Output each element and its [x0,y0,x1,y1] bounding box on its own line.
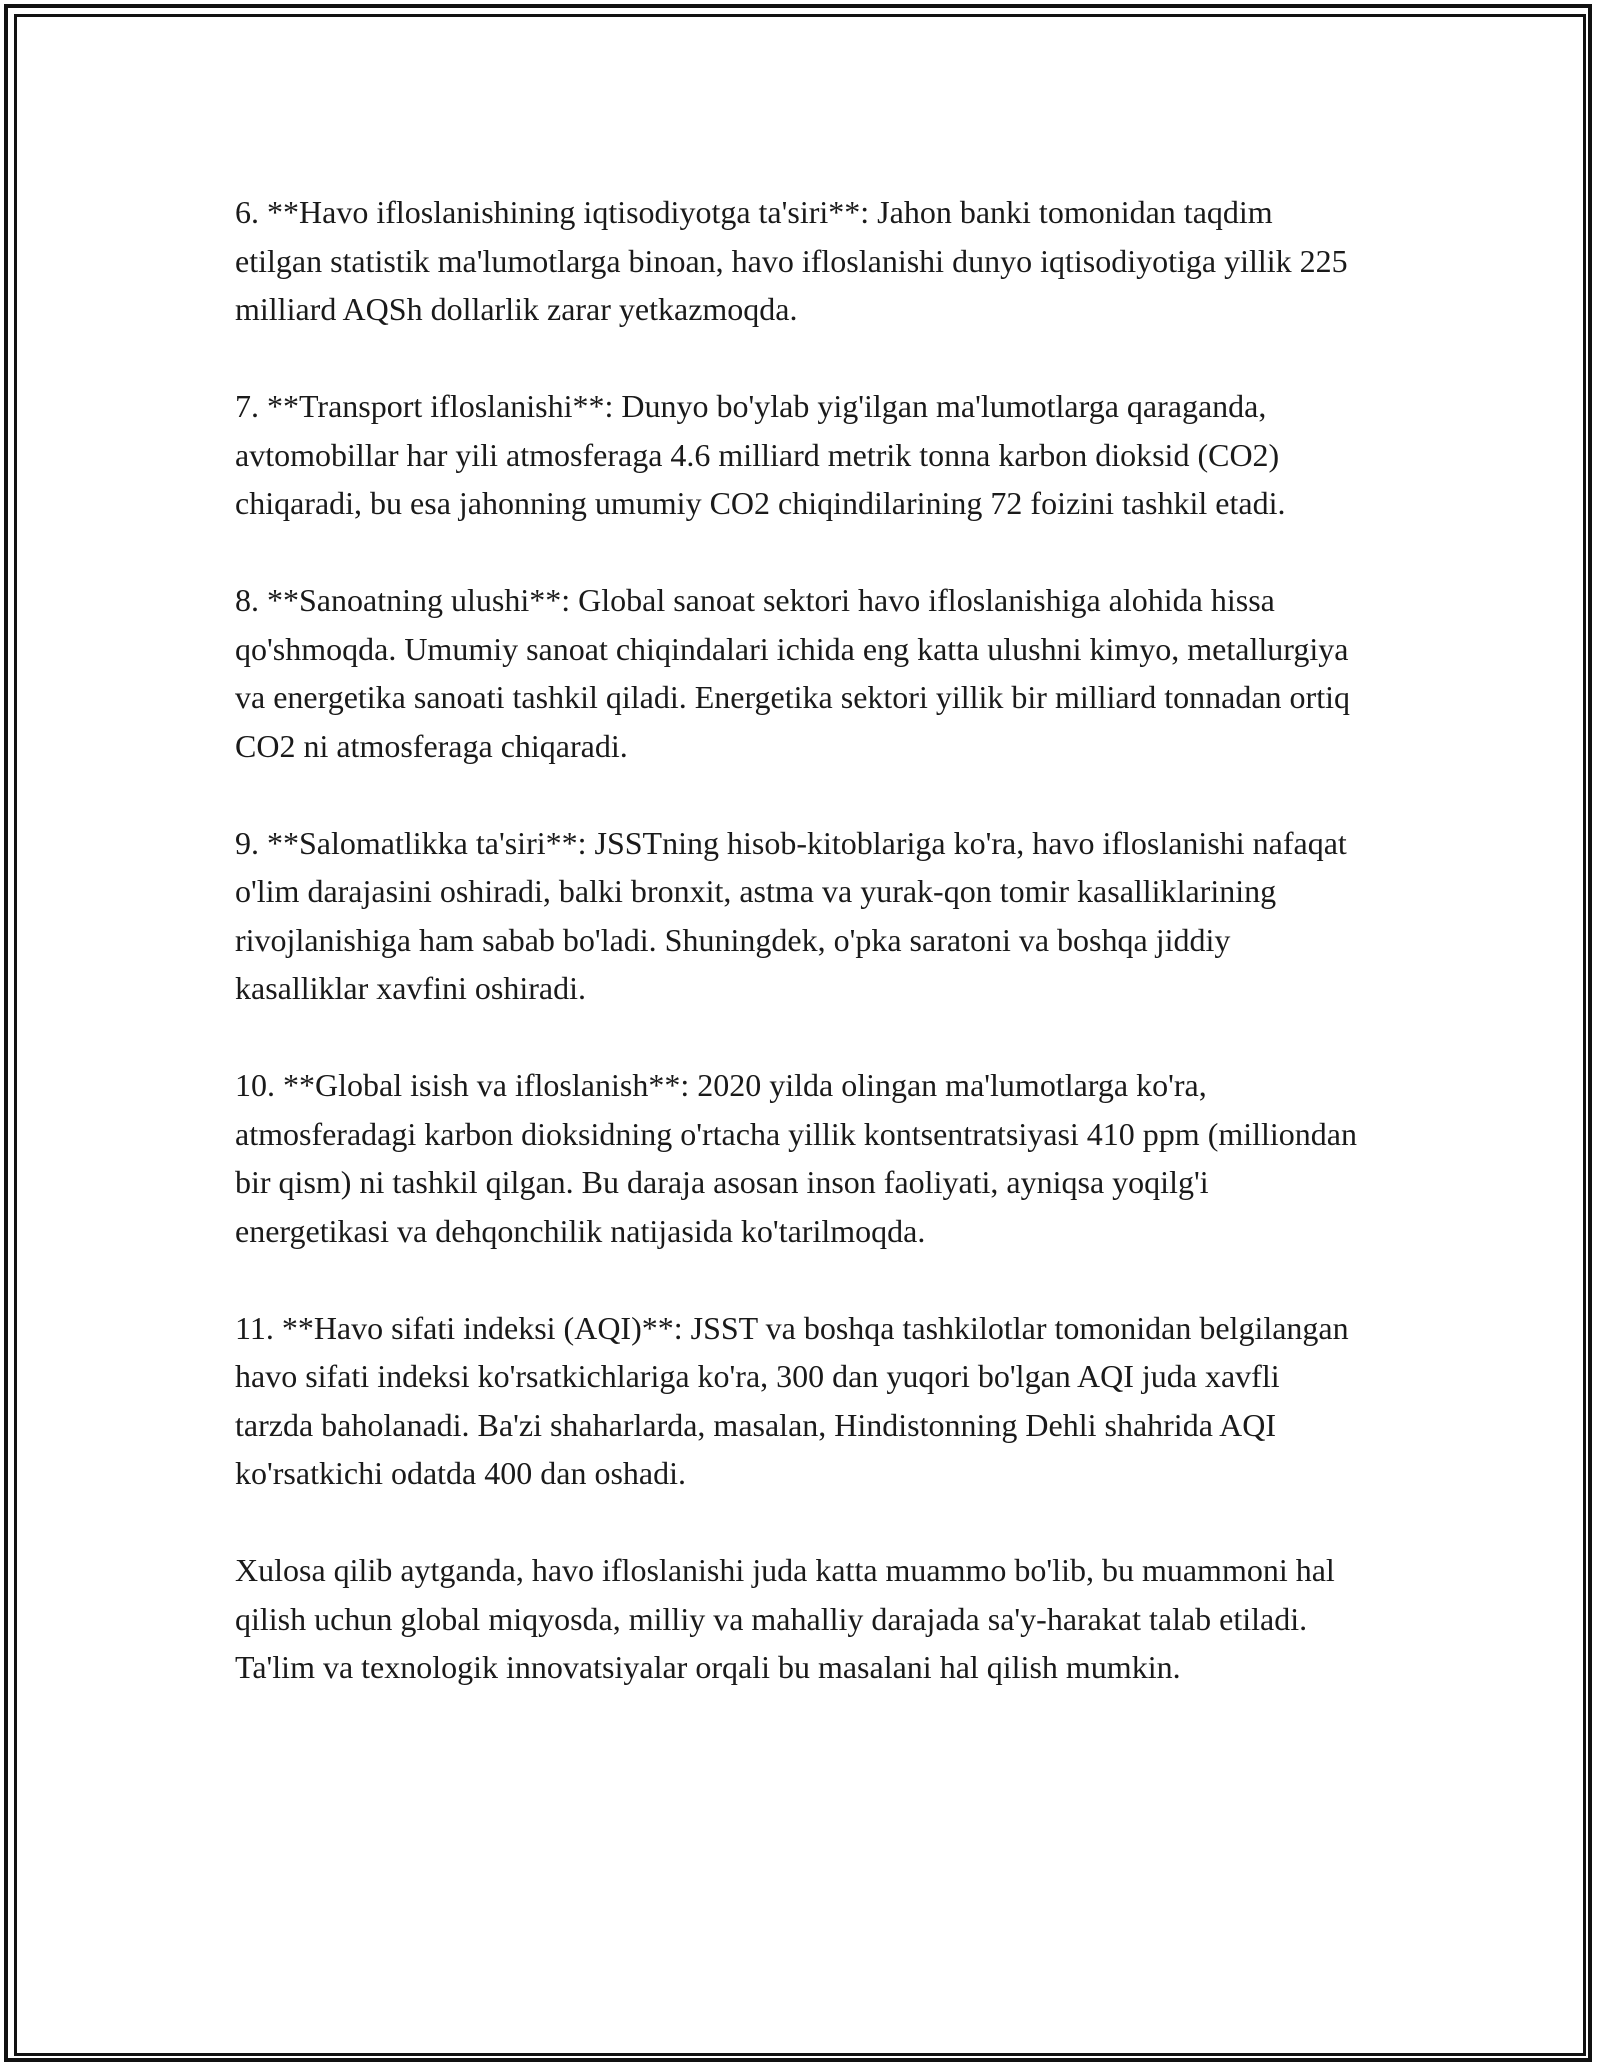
paragraph-industry-share: 8. **Sanoatning ulushi**: Global sanoat sektori havo ifloslanishiga alohida hissa qo'shmoqda. Umumiy sanoat chiqindalari ichida eng katta ulushni kimyo, metallurgiya va energetika sanoati tashkil qiladi. Energetika sektori yillik bir milliard tonnadan ortiq CO2 ni atmosferaga chiqaradi. [235,582,1350,764]
paragraph-conclusion: Xulosa qilib aytganda, havo ifloslanishi juda katta muammo bo'lib, bu muammoni hal qilish uchun global miqyosda, milliy va mahalliy darajada sa'y-harakat talab etiladi. Ta'lim va texnologik innovatsiyalar orqali bu masalani hal qilish mumkin. [235,1552,1335,1685]
document-body [235,188,1365,1740]
paragraph-air-quality-index: 11. **Havo sifati indeksi (AQI)**: JSST va boshqa tashkilotlar tomonidan belgilangan havo sifati indeksi ko'rsatkichlariga ko'ra, 300 dan yuqori bo'lgan AQI juda xavfli tarzda baholanadi. Ba'zi shaharlarda, masalan, Hindistonning Dehli shahrida AQI ko'rsatkichi odatda 400 dan oshadi. [235,1309,1349,1491]
paragraph-global-warming: 10. **Global isish va ifloslanish**: 2020 yilda olingan ma'lumotlarga ko'ra, atmosferadagi karbon dioksidning o'rtacha yillik kontsentratsiyasi 410 ppm (milliondan bir qism) ni tashkil qilgan. Bu daraja asosan inson faoliyati, ayniqsa yoqilg'i energetikasi va dehqonchilik natijasida ko'tarilmoqda. [235,1067,1357,1249]
paragraph-economy-impact: 6. **Havo ifloslanishining iqtisodiyotga ta'siri**: Jahon banki tomonidan taqdim etilgan statistik ma'lumotlarga binoan, havo ifloslanishi dunyo iqtisodiyotiga yillik 225 milliard AQSh dollarlik zarar yetkazmoqda. [235,194,1348,327]
paragraph-health-impact: 9. **Salomatlikka ta'siri**: JSSTning hisob-kitoblariga ko'ra, havo ifloslanishi nafaqat o'lim darajasini oshiradi, balki bronxit, astma va yurak-qon tomir kasalliklarining rivojlanishiga ham sabab bo'ladi. Shuningdek, o'pka saratoni va boshqa jiddiy kasalliklar xavfini oshiradi. [235,824,1347,1006]
paragraph-transport-pollution: 7. **Transport ifloslanishi**: Dunyo bo'ylab yig'ilgan ma'lumotlarga qaraganda, avtomobillar har yili atmosferaga 4.6 milliard metrik tonna karbon dioksid (CO2) chiqaradi, bu esa jahonning umumiy CO2 chiqindilarining 72 foizini tashkil etadi. [235,388,1286,521]
